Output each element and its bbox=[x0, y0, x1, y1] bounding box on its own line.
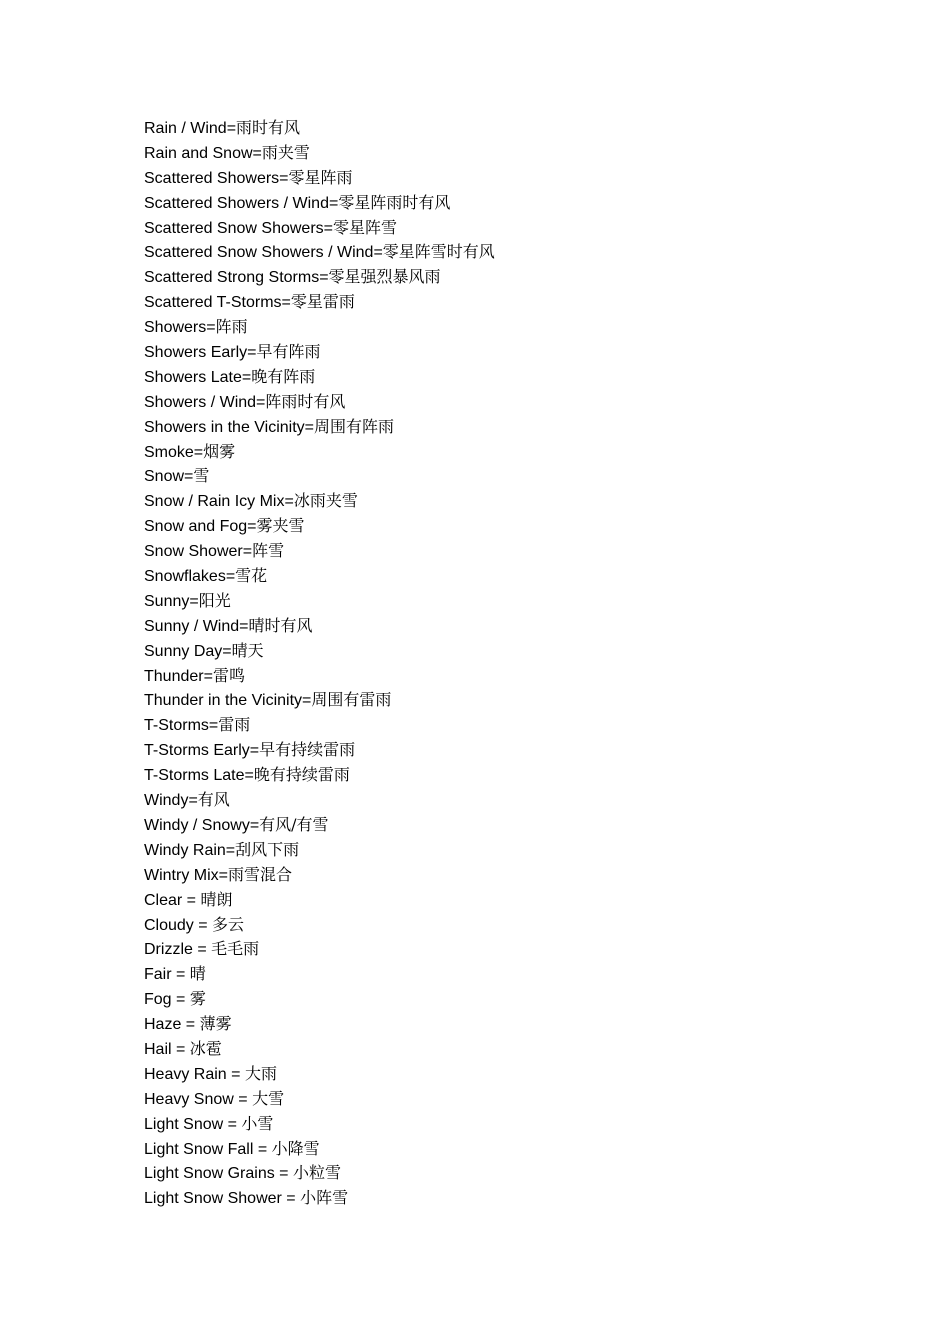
english-term: Snow and Fog= bbox=[144, 518, 257, 536]
term-entry bbox=[144, 738, 495, 763]
english-term: Heavy Snow = bbox=[144, 1090, 253, 1108]
chinese-term: 大雪 bbox=[252, 1088, 285, 1108]
term-entry bbox=[144, 962, 495, 987]
term-entry bbox=[144, 589, 495, 614]
chinese-term: 晚有持续雷雨 bbox=[253, 765, 350, 785]
term-entry bbox=[144, 788, 495, 813]
chinese-term: 雨时有风 bbox=[236, 118, 301, 137]
english-term: Drizzle = bbox=[144, 941, 212, 959]
english-term: T-Storms Early= bbox=[144, 742, 260, 760]
term-entry bbox=[144, 838, 495, 863]
english-term: Scattered T-Storms= bbox=[144, 294, 291, 312]
english-term: Wintry Mix= bbox=[144, 866, 228, 884]
chinese-term: 雾夹雪 bbox=[256, 516, 305, 536]
term-entry bbox=[144, 166, 495, 191]
term-entry bbox=[144, 464, 495, 489]
english-term: Sunny / Wind= bbox=[144, 617, 249, 635]
chinese-term: 晴时有风 bbox=[248, 615, 313, 635]
chinese-term: 零星雷雨 bbox=[290, 292, 355, 312]
english-term: Hail = bbox=[144, 1040, 190, 1058]
english-term: Showers= bbox=[144, 319, 216, 337]
chinese-term: 零星阵雨时有风 bbox=[338, 192, 451, 212]
term-entry bbox=[144, 639, 495, 664]
chinese-term: 小雪 bbox=[241, 1113, 274, 1133]
term-entry bbox=[144, 365, 495, 390]
term-entry bbox=[144, 564, 495, 589]
english-term: Scattered Snow Showers / Wind= bbox=[144, 244, 383, 262]
english-term: Thunder in the Vicinity= bbox=[144, 692, 312, 710]
chinese-term: 周围有阵雨 bbox=[314, 416, 395, 436]
term-entry bbox=[144, 116, 495, 141]
term-entry bbox=[144, 688, 495, 713]
english-term: Cloudy = bbox=[144, 916, 213, 934]
term-entry bbox=[144, 664, 495, 689]
english-term: Snow / Rain Icy Mix= bbox=[144, 493, 294, 511]
chinese-term: 零星阵雪时有风 bbox=[382, 242, 495, 262]
english-term: Haze = bbox=[144, 1016, 200, 1034]
chinese-term: 多云 bbox=[212, 914, 245, 934]
english-term: Snowflakes= bbox=[144, 568, 236, 586]
chinese-term: 雨夹雪 bbox=[261, 142, 310, 162]
chinese-term: 阵雨 bbox=[215, 317, 248, 337]
chinese-term: 小降雪 bbox=[271, 1138, 320, 1158]
term-entry bbox=[144, 1062, 495, 1087]
english-term: Fair = bbox=[144, 966, 190, 984]
term-entry bbox=[144, 141, 495, 166]
chinese-term: 阵雨时有风 bbox=[265, 391, 346, 411]
term-entry bbox=[144, 191, 495, 216]
term-entry bbox=[144, 1112, 495, 1137]
chinese-term: 烟雾 bbox=[203, 441, 236, 461]
term-entry bbox=[144, 440, 495, 465]
chinese-term: 薄雾 bbox=[199, 1014, 232, 1034]
chinese-term: 雷鸣 bbox=[212, 665, 245, 685]
chinese-term: 阳光 bbox=[198, 590, 231, 610]
term-entry bbox=[144, 1161, 495, 1186]
english-term: Rain and Snow= bbox=[144, 144, 262, 162]
chinese-term: 雪花 bbox=[235, 566, 268, 586]
term-entry bbox=[144, 1137, 495, 1162]
english-term: T-Storms Late= bbox=[144, 767, 254, 785]
weather-term-list bbox=[144, 116, 495, 1211]
english-term: Scattered Strong Storms= bbox=[144, 269, 329, 287]
english-term: Snow Shower= bbox=[144, 543, 253, 561]
english-term: Clear = bbox=[144, 891, 201, 909]
chinese-term: 刮风下雨 bbox=[235, 839, 300, 859]
chinese-term: 阵雪 bbox=[252, 541, 285, 561]
english-term: Scattered Snow Showers= bbox=[144, 219, 333, 237]
chinese-term: 冰雨夹雪 bbox=[293, 491, 358, 511]
chinese-term: 零星阵雨 bbox=[288, 167, 353, 187]
english-term: Snow= bbox=[144, 468, 194, 486]
chinese-term: 小粒雪 bbox=[292, 1163, 341, 1183]
term-entry bbox=[144, 863, 495, 888]
term-entry bbox=[144, 265, 495, 290]
english-term: T-Storms= bbox=[144, 717, 219, 735]
chinese-term: 早有阵雨 bbox=[256, 342, 321, 362]
english-term: Scattered Showers / Wind= bbox=[144, 194, 339, 212]
chinese-term: 雾 bbox=[189, 989, 206, 1009]
term-entry bbox=[144, 1037, 495, 1062]
chinese-term: 晴天 bbox=[231, 640, 264, 660]
term-entry bbox=[144, 315, 495, 340]
chinese-term: 大雨 bbox=[244, 1063, 277, 1083]
english-term: Rain / Wind= bbox=[144, 120, 237, 137]
english-term: Light Snow Grains = bbox=[144, 1165, 293, 1183]
chinese-term: 晚有阵雨 bbox=[251, 366, 316, 386]
chinese-term: 小阵雪 bbox=[300, 1188, 349, 1208]
term-entry bbox=[144, 937, 495, 962]
chinese-term: 零星强烈暴风雨 bbox=[328, 267, 441, 287]
english-term: Fog = bbox=[144, 991, 190, 1009]
term-entry bbox=[144, 888, 495, 913]
english-term: Windy= bbox=[144, 792, 198, 810]
term-entry bbox=[144, 390, 495, 415]
english-term: Sunny= bbox=[144, 592, 199, 610]
english-term: Showers Late= bbox=[144, 368, 252, 386]
english-term: Thunder= bbox=[144, 667, 213, 685]
english-term: Showers in the Vicinity= bbox=[144, 418, 315, 436]
chinese-term: 晴朗 bbox=[200, 889, 233, 909]
chinese-term: 有风/有雪 bbox=[259, 814, 329, 834]
english-term: Sunny Day= bbox=[144, 642, 232, 660]
chinese-term: 晴 bbox=[189, 964, 206, 984]
term-entry bbox=[144, 290, 495, 315]
chinese-term: 冰雹 bbox=[189, 1038, 222, 1058]
english-term: Smoke= bbox=[144, 443, 204, 461]
chinese-term: 早有持续雷雨 bbox=[259, 740, 356, 760]
term-entry bbox=[144, 763, 495, 788]
english-term: Light Snow Shower = bbox=[144, 1190, 301, 1208]
term-entry bbox=[144, 913, 495, 938]
chinese-term: 毛毛雨 bbox=[211, 939, 260, 959]
english-term: Showers Early= bbox=[144, 344, 257, 362]
english-term: Windy / Snowy= bbox=[144, 816, 260, 834]
chinese-term: 零星阵雪 bbox=[333, 217, 398, 237]
chinese-term: 雷雨 bbox=[218, 715, 251, 735]
term-entry bbox=[144, 514, 495, 539]
term-entry bbox=[144, 614, 495, 639]
term-entry bbox=[144, 1012, 495, 1037]
chinese-term: 雨雪混合 bbox=[228, 864, 293, 884]
term-entry bbox=[144, 216, 495, 241]
chinese-term: 雪 bbox=[193, 466, 210, 486]
english-term: Showers / Wind= bbox=[144, 393, 266, 411]
term-entry bbox=[144, 987, 495, 1012]
chinese-term: 周围有雷雨 bbox=[311, 690, 392, 710]
english-term: Scattered Showers= bbox=[144, 169, 289, 187]
term-entry bbox=[144, 1186, 495, 1211]
term-entry bbox=[144, 489, 495, 514]
chinese-term: 有风 bbox=[197, 790, 230, 810]
term-entry bbox=[144, 240, 495, 265]
term-entry bbox=[144, 813, 495, 838]
english-term: Light Snow = bbox=[144, 1115, 242, 1133]
term-entry bbox=[144, 415, 495, 440]
term-entry bbox=[144, 539, 495, 564]
term-entry bbox=[144, 713, 495, 738]
term-entry bbox=[144, 1087, 495, 1112]
term-entry bbox=[144, 340, 495, 365]
english-term: Light Snow Fall = bbox=[144, 1140, 272, 1158]
english-term: Heavy Rain = bbox=[144, 1065, 245, 1083]
english-term: Windy Rain= bbox=[144, 841, 236, 859]
